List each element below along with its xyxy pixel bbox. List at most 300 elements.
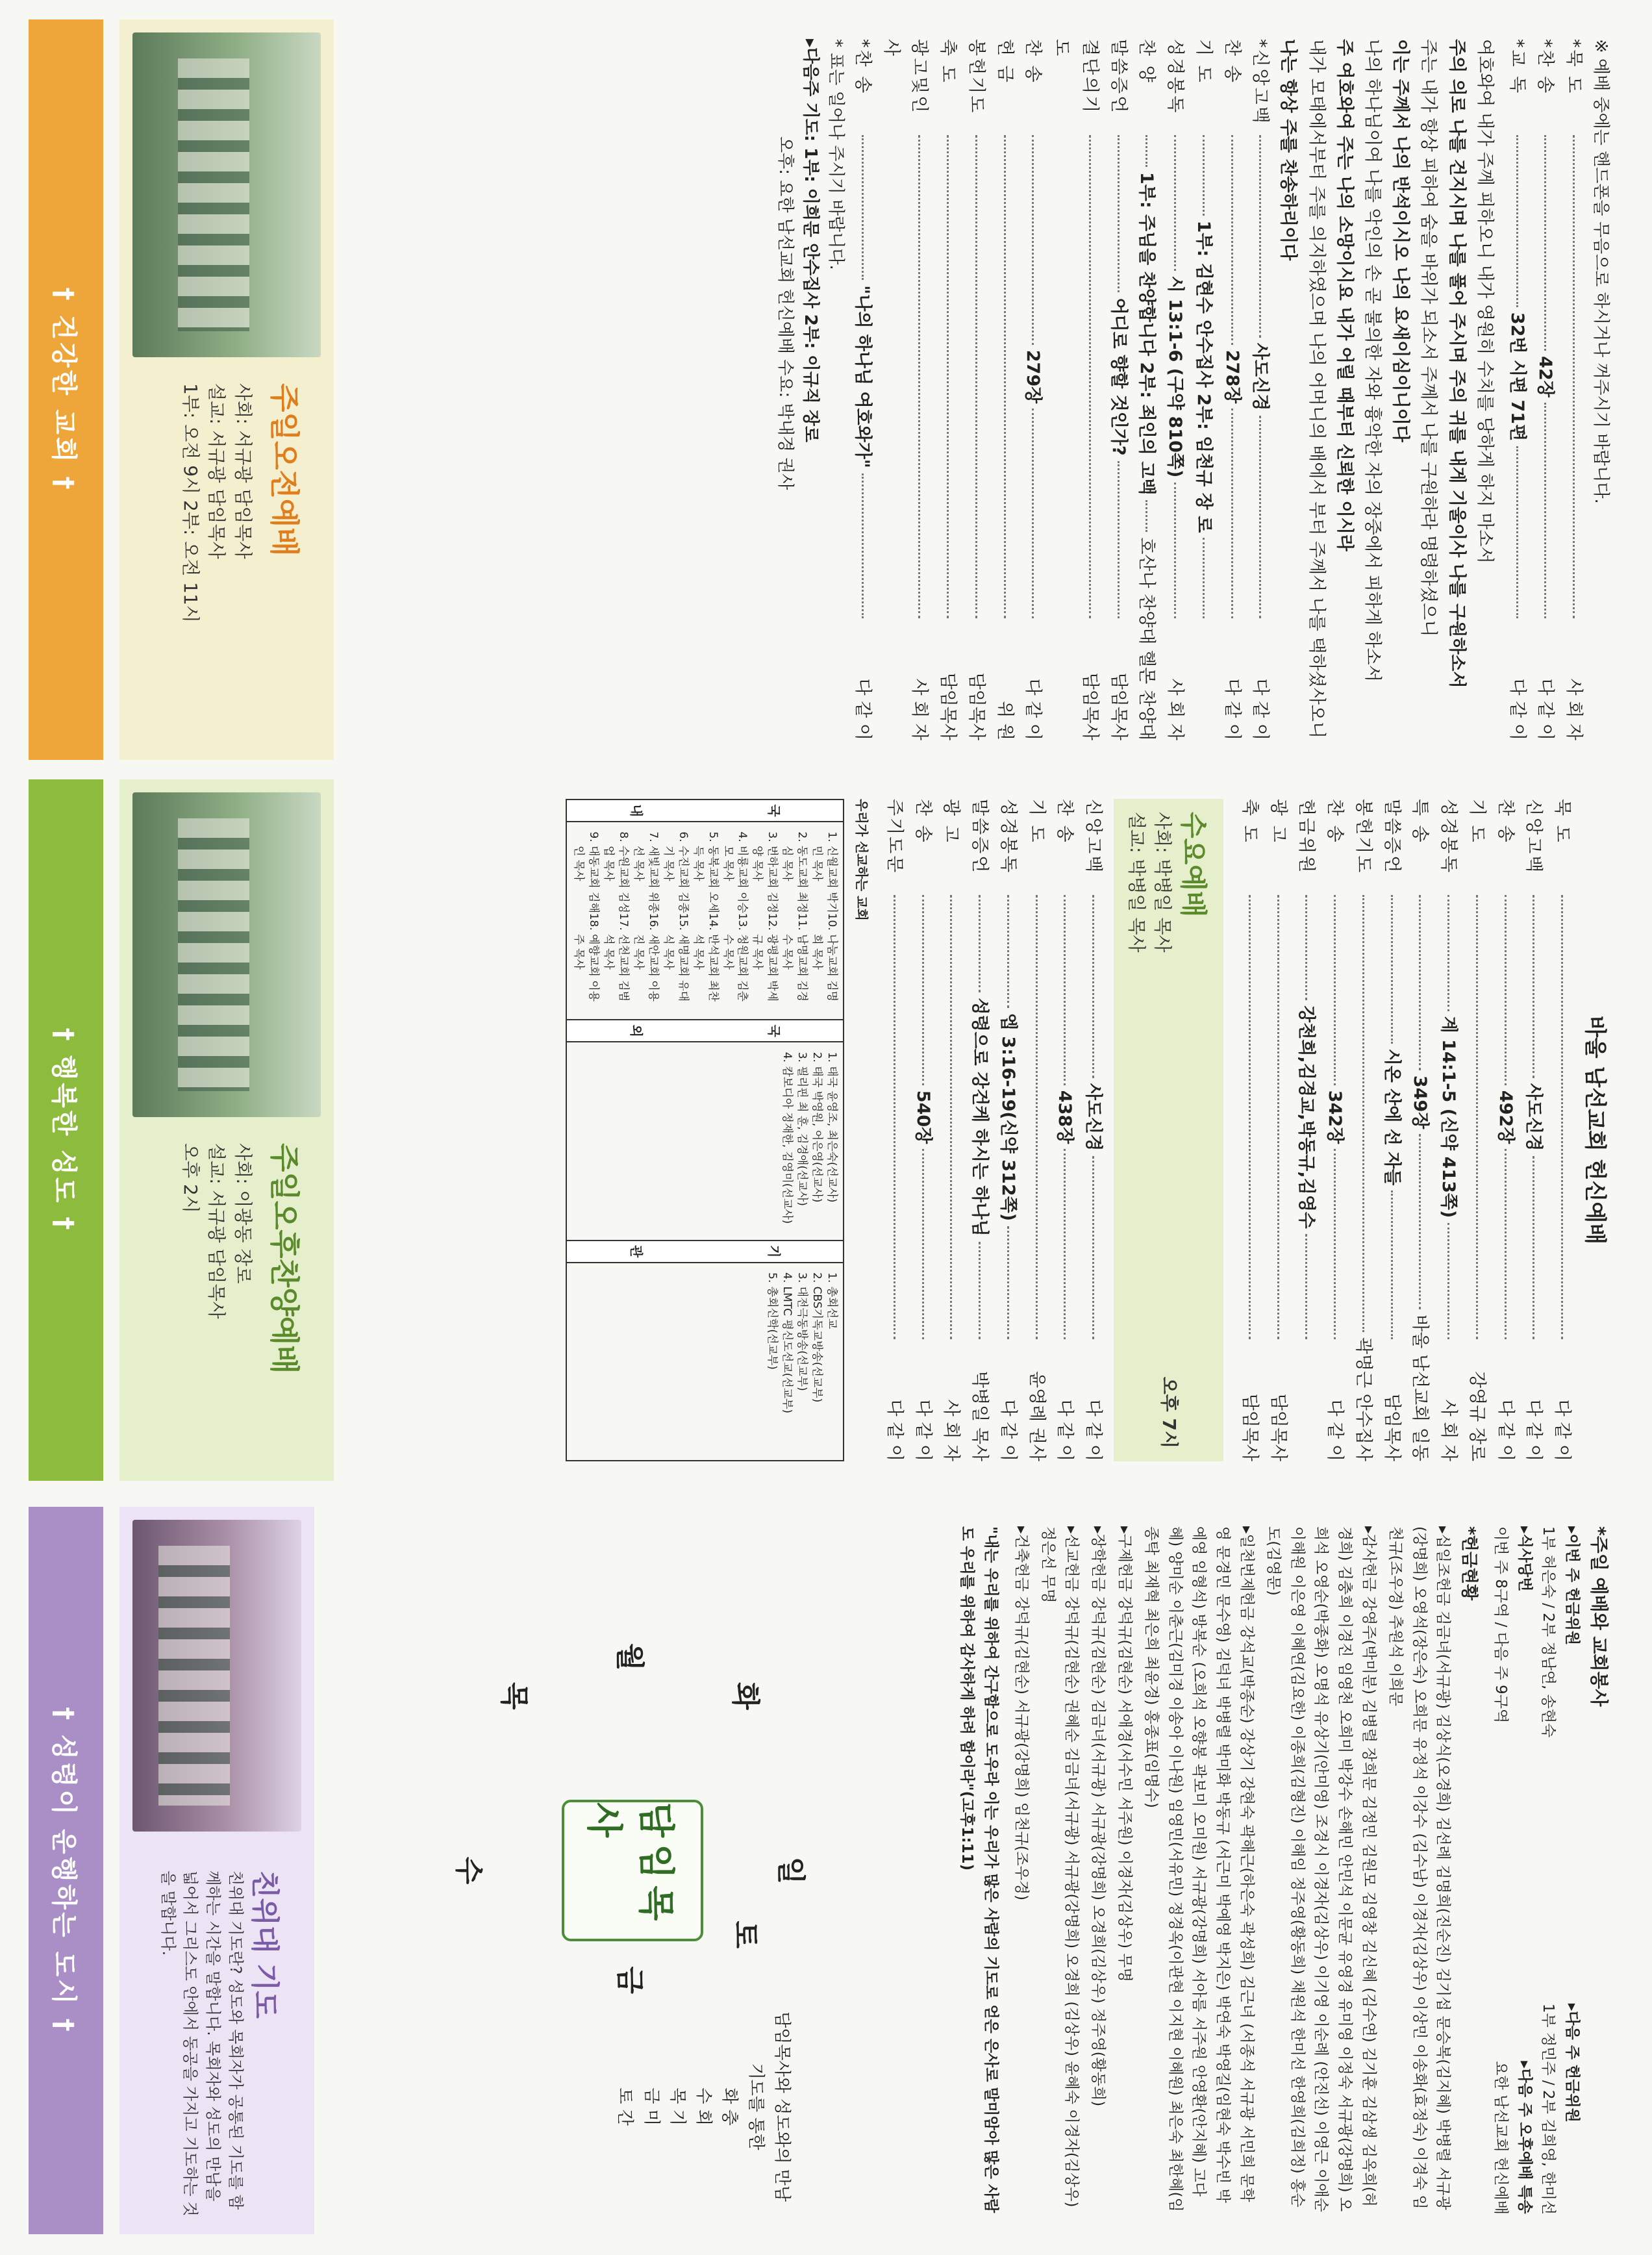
order-dots (1533, 895, 1534, 1078)
order-dots (1505, 895, 1507, 1085)
order-who: 다 같 이 (1552, 1399, 1572, 1461)
order-who: 사 회 자 (909, 678, 930, 740)
mission-missionary: 3. 필리핀 최 훈, 김경애(선교사) (794, 1066, 809, 1231)
reading-line: 나는 항상 주를 찬송하리이다 (1278, 39, 1299, 261)
order-value: 492장 (1495, 1090, 1516, 1144)
wednesday-banner (1114, 799, 1223, 1461)
order-value: 540장 (912, 1090, 933, 1144)
mission-church: 14. 반석교회 최찬석 목사 (690, 934, 720, 1011)
order-dots (1007, 1226, 1009, 1339)
offering-item: ▸건축헌금 강덕규(김현순) 서규광(강명희) 임천규(조우경) (1012, 1526, 1030, 1901)
afternoon-title: 주일오후찬양예배 (267, 1143, 302, 1374)
order-dots (1362, 895, 1364, 1332)
order-value: 349장 (1410, 1075, 1431, 1129)
order-label: 찬 송 (1055, 799, 1075, 844)
mission-missionary: 4. 캄보디아 정재한, 김영미(선교사) (779, 1066, 794, 1231)
order-dots (1419, 895, 1421, 1070)
order-dots (1032, 409, 1034, 618)
missions-table (566, 799, 844, 1461)
wednesday-title: 수요예배 (1177, 812, 1210, 918)
order-value: 계 14:1-5 (신약 413쪽) (1438, 1016, 1459, 1218)
order-row (880, 799, 908, 1461)
order-dots (1259, 416, 1261, 618)
mission-church: 10. 나눔교회 김명희 목사 (809, 934, 839, 1011)
offering-heading: *헌금현황 (1459, 1526, 1479, 1601)
mission-missionary: 1. 태국 윤영조, 최은숙(선교사) (824, 1066, 839, 1231)
order-row (1079, 799, 1107, 1461)
offering-item: ▸십일조헌금 김금녀(서규광) 김상식(오경희) 김선례 김명희(진순진) 김기섭 문승복(김지혜) 박병렬 서규광(강명희) 오영석(장은숙) 오희문 유정석 이강수 (김수남) 이경자(김상우) 이상민 이송화(효정숙) 이경숙 임천규(조우경) 추원석 이희문 (1386, 1526, 1452, 2210)
reading-line: 나의 하나님이여 나를 악인의 손 곧 불의한 자와 흉악한 자의 장중에서 피하게 하소서 (1362, 39, 1383, 682)
order-row (1520, 799, 1548, 1461)
order-label: 기 도 (1026, 799, 1047, 844)
order-dots (1092, 895, 1094, 1078)
order-label: 찬 송 (1221, 39, 1242, 84)
order-who: 다 같 이 (1495, 1399, 1516, 1462)
order-dots (1032, 135, 1034, 345)
order-value: 시온 산에 선 자들 (1381, 1048, 1402, 1186)
order-row (962, 39, 990, 740)
order-who: 다 같 이 (1507, 678, 1527, 740)
domestic-label: 국 내 (567, 800, 843, 822)
order-dots (862, 135, 864, 280)
order-who: 위 원 (994, 701, 1015, 740)
host: 사회: 이광동 장로 (232, 1143, 254, 1284)
mission-church: 8. 수원교회 김성업 목사 (601, 846, 631, 923)
service-time: 오후 2시 (179, 1143, 201, 1213)
order-dots (1203, 538, 1205, 618)
order-dots (1334, 895, 1336, 1085)
order-row (1104, 39, 1133, 740)
preacher: 설교: 서규광 담임목사 (206, 383, 228, 559)
morning-banner (119, 19, 334, 760)
order-label: 헌 금 (994, 39, 1015, 84)
side-line: 토 간 (615, 2087, 635, 2126)
order-value: 438장 (1055, 1090, 1075, 1144)
day-sat: 토 (729, 1921, 762, 1948)
order-label: 주기도문 (884, 799, 905, 875)
mission-church: 7. 새빛교회 위종선 목사 (631, 846, 660, 923)
order-label: 축 도 (1239, 799, 1260, 844)
mission-church: 13. 청원교회 김춘수 목사 (720, 934, 750, 1011)
order-label: 찬 송 (1495, 799, 1516, 844)
order-label: 광고및인사 (881, 39, 930, 115)
order-dots (1259, 135, 1261, 338)
order-dots (1334, 1149, 1336, 1339)
order-label: 신앙고백 (1083, 799, 1103, 875)
order-row (1019, 39, 1047, 740)
order-dots (1145, 500, 1147, 532)
order-label: 찬 양 (1136, 39, 1157, 84)
order-row (965, 799, 994, 1461)
order-row (1235, 799, 1264, 1461)
order-value: 1부: 주님을 찬양합니다 2부: 죄인의 고백 (1136, 171, 1157, 496)
order-label: 성경봉독 (997, 799, 1018, 875)
mission-church: 17. 선천교회 김범석 목사 (601, 934, 631, 1011)
mission-church: 6. 수진교회 김종기 목사 (660, 846, 690, 923)
order-label: 광 고 (941, 799, 962, 844)
order-who: 다 같 이 (1325, 1399, 1345, 1462)
duty-this-label: ▸이번 주 헌금위원 (1564, 1526, 1581, 1646)
org-missions (571, 1287, 839, 1452)
order-row (1491, 799, 1520, 1461)
order-label: 말씀증언 (1108, 39, 1129, 115)
mission-church: 15. 새명교회 유대식 목사 (660, 934, 690, 1011)
order-label: 성경봉독 (1438, 799, 1459, 875)
order-who: 윤영례 권사 (1026, 1371, 1047, 1461)
side-line: 기도를 통한 (745, 2063, 766, 2150)
day-thu: 목 (497, 1682, 531, 1710)
order-dots (1203, 135, 1205, 216)
order-row (1349, 799, 1377, 1461)
order-who: 다 같 이 (1055, 1399, 1075, 1462)
offering-item: ▸감사헌금 강영주(박미분) 김병렬 장희문 김정민 김원모 김영창 김신혜 (김수연) 김기훈 김삼생 김옥희(허경희) 김충희 이경진 임영천 오희미 박강수 손해민 안민석 이문균 유영경 유미영 이정숙 서규광(강명희) 오희석 오영순(박종화) 오명석 유상기(안미영) 조경시 이경자(김상우) 이기영 이순례 (안진선) 이영근 이애순 이해원 이은영 이혜연(김요한) 이종희(김형진) 이해임 정주영(황동희) 채원석 한미선 한영희(김희정) 홍순도(김영문) (1264, 1526, 1378, 2212)
prayer-title: 친위대 기도 (248, 1871, 281, 2019)
order-who: 다 같 이 (1535, 678, 1556, 740)
reading-line: 이는 주께서 나의 반석이시오 나의 요새이심이니이다 (1390, 39, 1411, 442)
order-dots (1305, 1234, 1307, 1339)
order-dots (1174, 483, 1176, 618)
morning-service-column (29, 19, 1613, 760)
prayer-desc: 친위대 기도란? 성도와 목회자가 공통된 기도를 함께하는 시간을 말합니다. 목회자와 성도의 만남을 넓어서 그리스도 안에서 동공을 가지고 기도하는 것을 말합니다. (158, 1871, 245, 2217)
duty-next-value: 1부 정민주 / 2부 김희영, 한미선 (1540, 2003, 1557, 2215)
next-offering: 오후: 요한 남선교회 헌신예배 수요: 박내경 권사 (775, 136, 795, 490)
order-who: 박병일 목사 (970, 1371, 990, 1462)
order-dots (1447, 1223, 1449, 1339)
order-row (937, 799, 966, 1461)
mission-organization: 4. LMTC 평신도선교(선교부) (779, 1287, 794, 1452)
order-row (1292, 799, 1321, 1461)
mission-church: 4. 비룡교회 이승모 목사 (720, 846, 750, 923)
order-who: 담임목사 (1268, 1393, 1288, 1461)
offering-list (955, 1526, 1613, 2215)
mission-organization: 2. CBS기독교방송(선교부) (809, 1287, 824, 1452)
order-value: 시 13:1-6 (구약 810쪽) (1165, 275, 1186, 478)
order-row (1559, 39, 1588, 740)
order-dots (1174, 135, 1176, 271)
order-value: 엡 3:16-19(신약 312쪽) (997, 1013, 1018, 1222)
order-value: 어디로 향할 것인가? (1108, 297, 1129, 456)
order-value: 278장 (1221, 349, 1242, 404)
order-label: *묵 도 (1564, 39, 1584, 95)
order-row (1051, 799, 1079, 1461)
offering-item: ▸구제헌금 강덕규(김현순) 서애경(서수민 서주원) 이경자(김상우) 무명 (1116, 1526, 1134, 1982)
domestic-missions (571, 846, 839, 1011)
meal-value: 이번 주 8구역 / 다음 주 9구역 (1492, 1526, 1509, 1724)
order-value: 279장 (1023, 349, 1044, 404)
order-who: 곽명근 안수집사 (1353, 1337, 1373, 1461)
prayer-diagram (451, 1533, 814, 2208)
side-line: 금 미 (641, 2087, 661, 2126)
mission-organization: 1. 총회선교 (824, 1287, 839, 1452)
day-wed: 수 (452, 1856, 485, 1885)
afternoon-order (566, 799, 1613, 1461)
mission-church: 3. 번하교회 김정양 목사 (750, 846, 780, 923)
order-row (1462, 799, 1491, 1461)
order-row (933, 39, 962, 740)
morning-title: 주일오전예배 (267, 383, 302, 557)
afternoon-rows (1235, 799, 1576, 1461)
order-who: 다 같 이 (884, 1399, 905, 1461)
order-value: 32번 시편 71편 (1507, 312, 1527, 442)
responsive-reading (1274, 39, 1499, 740)
order-dots (922, 895, 924, 1085)
congregation-photo (132, 792, 321, 1117)
next-prayer: ▸다음주 기도: 1부: 이희문 안수집사 2부: 이규직 장로 (801, 39, 821, 442)
side-line: 목 기 (667, 2087, 687, 2126)
order-who: 사 회 자 (941, 1399, 962, 1461)
order-row (1022, 799, 1051, 1461)
choir-photo (132, 32, 321, 357)
order-label: 말씀증언 (1381, 799, 1402, 875)
order-dots (1231, 135, 1233, 345)
order-label: 봉헌기도 (966, 39, 986, 115)
order-who: 바울 남선교회 일동 (1410, 1315, 1431, 1461)
diagram-center (562, 1800, 703, 1941)
order-row (848, 39, 877, 740)
order-dots (1064, 895, 1066, 1085)
order-dots (1544, 135, 1546, 351)
org-label: 기 관 (567, 1240, 843, 1263)
order-dots (1118, 461, 1120, 618)
order-dots (1007, 895, 1009, 1008)
order-dots (947, 135, 949, 618)
order-dots (918, 135, 920, 618)
order-row (1047, 39, 1103, 740)
order-who: 다 같 이 (1083, 1399, 1103, 1462)
order-dots (1231, 409, 1233, 618)
order-dots (1476, 895, 1478, 1339)
order-label: 성경봉독 (1165, 39, 1186, 115)
order-row (1189, 39, 1218, 740)
order-row (1264, 799, 1292, 1461)
order-row (1320, 799, 1349, 1461)
order-who: 호산나 찬양대 헬몬 찬양대 (1136, 537, 1157, 740)
order-row (994, 799, 1022, 1461)
mission-church: 11. 남명교회 김경수 목사 (779, 934, 809, 1011)
reading-line: 여호와여 내가 주께 피하오니 내가 영원히 수치를 당하게 하지 마소서 (1474, 39, 1495, 564)
order-who: 강영규 장로 (1466, 1371, 1487, 1461)
side-line: 담임목사와 성도와의 만남 (772, 2011, 792, 2202)
order-dots (1089, 135, 1091, 618)
foreign-missions (571, 1066, 839, 1231)
mission-missionary: 2. 태국 박영원, 어은영(선교사) (809, 1066, 824, 1231)
order-label: 찬 송 (912, 799, 933, 844)
order-label: *교 독 (1507, 39, 1527, 95)
order-label: 헌금위원 (1296, 799, 1317, 875)
morning-banner-text (177, 383, 308, 747)
order-row (990, 39, 1019, 740)
morning-rows-bottom (848, 39, 1274, 740)
diagram-side-list (612, 2011, 795, 2202)
special-value: 요한 남선교회 헌신예배 (1492, 2061, 1509, 2215)
wed-preacher: 설교: 박병일 목사 (1125, 812, 1147, 953)
duty-meal (1488, 1526, 1536, 2215)
order-dots (1533, 1156, 1534, 1339)
order-row (908, 799, 937, 1461)
order-row (1434, 799, 1462, 1461)
order-who: 다 같 이 (997, 1399, 1018, 1462)
footer-healthy-church: † 건강한 교회 † (29, 19, 103, 760)
order-row (1531, 39, 1560, 740)
standing-note: * 표는 일어나 주시기 바랍니다. (826, 39, 846, 270)
order-who: 다 같 이 (853, 678, 873, 741)
service-time: 1부: 오전 9시 2부: 오전 11시 (179, 383, 201, 623)
morning-rows-top (1503, 39, 1588, 740)
order-dots (1004, 135, 1006, 618)
order-dots (1305, 895, 1307, 1000)
afternoon-service-column (29, 779, 1613, 1481)
afternoon-banner-text (177, 1143, 308, 1468)
order-who: 담임목사 (1108, 672, 1129, 740)
order-label: 기 도 (1193, 39, 1214, 84)
duty-heading: *주일 예배와 교회봉사 (1588, 1526, 1610, 1707)
order-dots (1036, 895, 1038, 1339)
offering-item: ▸선교헌금 강덕규(김현순) 권혜순 김금녀(서규광) 서규광(강명희) 오경희 (김상우) 윤혜숙 이경자(김상우) 정은선 무명 (1039, 1526, 1081, 2208)
order-value: 성령으로 강건케 하시는 하나님 (970, 998, 990, 1237)
order-value: 1부: 김현수 안수집사 2부: 임천규 장 로 (1193, 220, 1214, 533)
order-who: 담임목사 (938, 672, 958, 740)
order-label: *찬 송 (853, 39, 873, 95)
order-who: 다 같 이 (1221, 678, 1242, 741)
afternoon-heading: 바울 남선교회 헌신예배 (1582, 1015, 1608, 1245)
order-value: 342장 (1325, 1090, 1345, 1144)
order-value: 사도신경 (1083, 1083, 1103, 1152)
order-row (877, 39, 933, 740)
order-who: 담임목사 (966, 672, 986, 740)
prayer-photo (132, 1520, 301, 1832)
order-value: 42장 (1535, 356, 1556, 397)
mission-church: 18. 예향교회 이용주 목사 (571, 934, 601, 1011)
order-label: 특 송 (1410, 799, 1431, 844)
footer-happy-saints: † 행복한 성도 † (29, 779, 103, 1481)
order-dots (1064, 1149, 1066, 1339)
order-value: 사도신경 (1523, 1083, 1544, 1152)
order-row (1160, 39, 1189, 740)
mission-organization: 3. 대전극동방송(선교부) (794, 1287, 809, 1452)
order-label: 찬 송 (1325, 799, 1345, 844)
order-label: 말씀증언 (970, 799, 990, 875)
order-who: 담임목사 (1239, 1393, 1260, 1461)
order-label: 결단의기도 (1051, 39, 1100, 115)
wednesday-rows (880, 799, 1107, 1461)
meal-label: ▸식사당번 (1516, 1526, 1533, 1592)
order-label: 광 고 (1268, 799, 1288, 844)
order-dots (1516, 446, 1518, 618)
special-label: ▸다음 주 오후예배 특송 (1516, 2061, 1533, 2214)
order-dots (1561, 895, 1563, 1339)
order-dots (862, 473, 864, 618)
order-dots (979, 1242, 981, 1339)
preacher: 설교: 서규광 담임목사 (206, 1143, 228, 1319)
order-who: 다 같 이 (1023, 678, 1044, 741)
order-dots (1573, 135, 1575, 618)
order-dots (1516, 135, 1518, 307)
order-dots (1249, 895, 1251, 1339)
morning-order (772, 39, 1613, 740)
order-who: 사 회 자 (1564, 678, 1584, 740)
order-dots (1118, 135, 1120, 292)
order-value: 강천희,김경교,박동규,김영수 (1296, 1005, 1317, 1229)
phone-notice: ※ 예배 중에는 핸드폰을 무음으로 하시거나 꺼주시기 바랍니다. (1591, 39, 1610, 504)
order-row (1503, 39, 1531, 740)
order-label: 축 도 (938, 39, 958, 84)
wed-host: 사회: 박병일 목사 (1152, 812, 1174, 953)
wed-time: 오후 7시 (1158, 1376, 1180, 1448)
order-dots (975, 135, 977, 618)
order-label: 묵 도 (1552, 799, 1572, 844)
mission-church: 1. 신월교회 박기민 목사 (809, 846, 839, 923)
mission-church: 2. 동도교회 최정심 목사 (779, 846, 809, 923)
offering-items (1009, 1526, 1455, 2215)
order-dots (1145, 135, 1147, 167)
mission-church: 9. 대동교회 김해인 목사 (571, 846, 601, 923)
afternoon-banner (119, 779, 334, 1481)
mission-church: 12. 광평교회 박세규 목사 (750, 934, 780, 1011)
foreign-label: 국 외 (567, 1019, 843, 1042)
order-who: 담임목사 (1381, 1393, 1402, 1461)
order-who: 다 같 이 (1523, 1399, 1544, 1462)
footer-holy-city: † 성령이 운행하는 도시 † (29, 1507, 103, 2234)
order-label: *찬 송 (1535, 39, 1556, 95)
duty-next-label: ▸다음 주 헌금위원 (1564, 2003, 1581, 2123)
order-dots (894, 895, 895, 1339)
order-row (1218, 39, 1246, 740)
duty-this-value: 1부 허은숙 / 2부 정남연, 송현숙 (1540, 1526, 1557, 1738)
mission-church: 5. 동복교회 오세득 목사 (690, 846, 720, 923)
order-dots (1092, 1156, 1094, 1339)
order-who: 사 회 자 (1165, 678, 1186, 740)
order-row (1133, 39, 1161, 740)
prayer-banner (119, 1507, 314, 2234)
side-line: 수 회 (694, 2087, 714, 2126)
reading-line: 주 여호와여 주는 나의 소망이시요 내가 어릴 때부터 신뢰한 이시라 (1334, 39, 1355, 551)
offering-item: ▸일천번제헌금 강석교(박종순) 강상기 강현숙 곽해근(하은숙 곽성희) 김근녀 (서종석 서규광 서민희 문학영 문경민 문수영) 김덕녀 박병렬 박미화 박동규 (서근미 박예영 박지은) 박연숙 박영길(임현숙 박수빈 박예영 임형석) 방복순 (오희석 오향봉 곽보미 오미원) 서규광(강명희) 서아름 서주원 안영환(안지혜) 고다혜) 양미순 이춘근(김미경 이송아 이나원) 임영민(서유민) 정경옥(이관현 이지현 이혜원) 최은숙 최한혜(임종탁 최재혁 최은희 최윤경) 홍종표(임명수) (1142, 1526, 1256, 2212)
order-dots (1277, 895, 1279, 1339)
order-who: 사 회 자 (1438, 1399, 1459, 1461)
order-dots (1505, 1149, 1507, 1339)
order-row (1377, 799, 1406, 1461)
order-value: 사도신경 (1250, 342, 1271, 411)
order-dots (1544, 403, 1546, 618)
offering-column (29, 1507, 1613, 2234)
day-sun: 일 (774, 1856, 807, 1885)
order-who: 다 같 이 (912, 1399, 933, 1462)
missions-title: 우리가 선교하는 교회 (854, 799, 870, 921)
order-row (1547, 799, 1576, 1461)
order-value: "나의 하나님 여호와가" (853, 285, 873, 468)
reading-line: 내가 모태에서부터 주를 의지하였으며 나의 어머니의 배에서 부터 주께서 나를 택하셨사오니 (1306, 39, 1327, 738)
center-label: 담임목사 (582, 1802, 677, 1928)
verse: "내는 우리를 위하여 간구함으로 도우라 이는 우리가 많은 사람의 기도로 얻은 은사로 말미암아 많은 사람도 우리를 위하여 감사하게 하려 함이라"(고후1:11) (958, 1526, 1000, 2213)
reading-line: 주의 의로 나를 건지시며 나를 풀어 주시며 주의 귀를 내게 기울이사 나를 구원하소서 (1446, 39, 1467, 688)
order-dots (950, 895, 952, 1339)
order-label: 기 도 (1466, 799, 1487, 844)
order-who: 담임목사 (1079, 672, 1100, 740)
order-dots (1419, 1134, 1421, 1309)
duty-this-week (1536, 1526, 1584, 2215)
mission-organization: 5. 총회신학(선교부) (764, 1287, 779, 1452)
day-mon: 월 (613, 1643, 646, 1671)
prayer-banner-text (156, 1871, 288, 2221)
order-label: 찬 송 (1023, 39, 1044, 84)
host: 사회: 서규광 담임목사 (232, 383, 254, 559)
order-label: *신앙고백 (1250, 39, 1271, 125)
side-line: 화 충 (720, 2087, 740, 2126)
order-dots (979, 895, 981, 992)
order-dots (1391, 1190, 1393, 1339)
order-label: 봉헌기도 (1353, 799, 1373, 875)
reading-line: 주는 내가 항상 피하여 숨을 바위가 되소서 주께서 나를 구원하라 명령하셨으니 (1418, 39, 1439, 637)
